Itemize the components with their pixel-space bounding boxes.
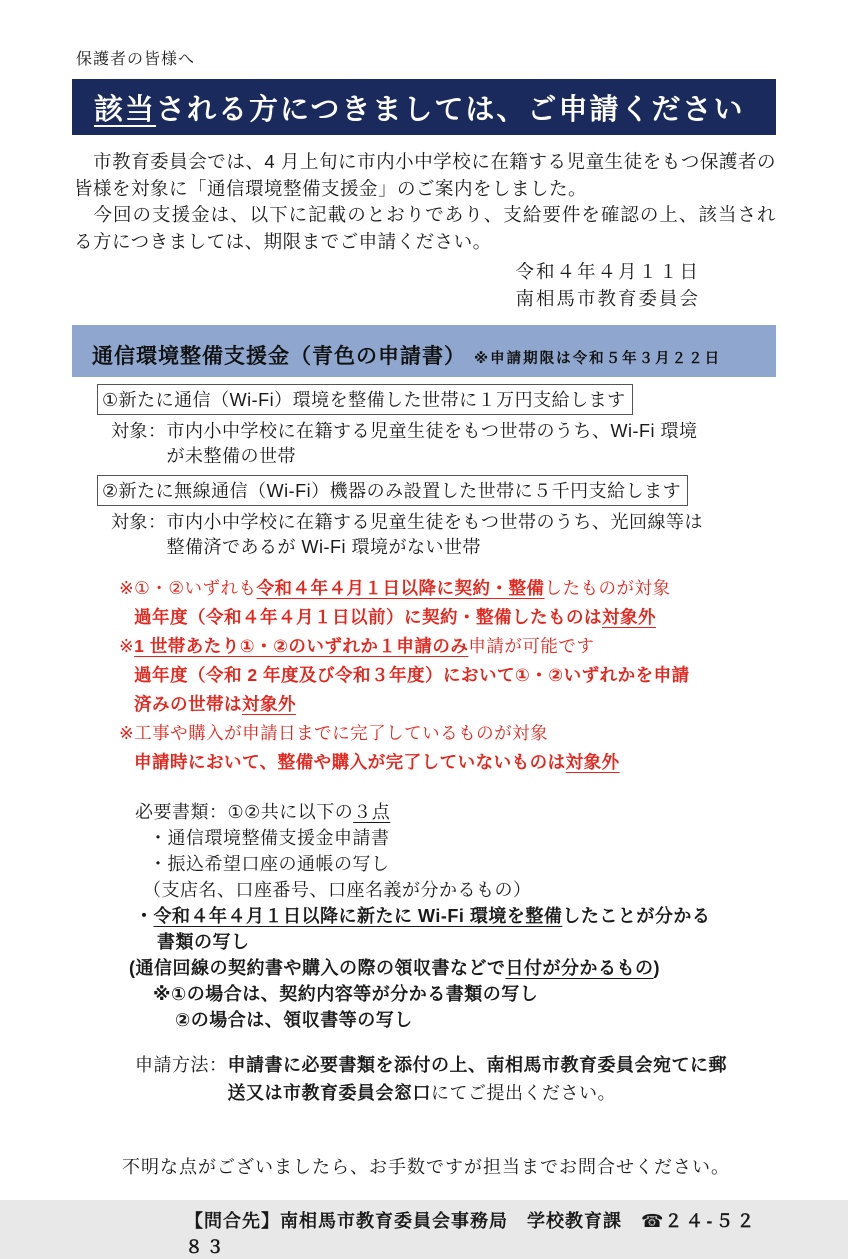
target-text <box>167 510 704 560</box>
contact-organization: 南相馬市教育委員会事務局 学校教育課 <box>280 1211 641 1231</box>
document-case-1: ※①の場合は、契約内容等が分かる書類の写し <box>153 984 539 1004</box>
note-underlined: 1 世帯あたり①・②のいずれか１申請のみ <box>134 636 469 656</box>
red-note-3 <box>119 632 776 661</box>
salutation: 保護者の皆様へ <box>76 51 196 68</box>
bullet-dot: ・ <box>135 906 154 926</box>
red-note-1 <box>119 574 776 603</box>
documents-heading <box>135 799 776 825</box>
section-title: 通信環境整備支援金（青色の申請書） <box>92 345 466 368</box>
section-deadline-note: ※申請期限は令和５年３月２２日 <box>474 351 722 367</box>
title-banner <box>72 79 776 135</box>
title-mid: される方につきましては、ご <box>156 93 559 126</box>
document-bullet-3 <box>135 903 776 929</box>
documents-label: 必要書類： <box>135 802 228 822</box>
target-line-1: 市内小中学校に在籍する児童生徒をもつ世帯のうち、Wi-Fi 環境 <box>166 421 698 441</box>
target-label: 対象： <box>111 512 167 532</box>
contact-label: 【問合先】 <box>185 1211 280 1231</box>
subsidy-item-2-target <box>111 510 776 560</box>
application-method-label: 申請方法： <box>135 1055 228 1075</box>
red-note-2 <box>134 603 776 632</box>
target-line-2: が未整備の世帯 <box>166 446 296 466</box>
note-text: したものが対象 <box>544 578 671 598</box>
date-block <box>72 258 776 312</box>
document-bullet-3-underlined: 令和４年４月１日以降に新たに Wi-Fi 環境を整備 <box>153 906 563 926</box>
inquiry-note: 不明な点がございましたら、お手数ですが担当までお問合せください。 <box>122 1157 730 1177</box>
red-notes <box>119 574 776 777</box>
subsidy-item-2-box: ②新たに無線通信（Wi-Fi）機器のみ設置した世帯に５千円支給します <box>97 475 688 506</box>
intro-paragraph-1: 市教育委員会では、4 月上旬に市内小中学校に在籍する児童生徒をもつ保護者の皆様を対象に「通信環境整備支援金」のご案内をしました。 <box>74 151 776 199</box>
documents-count-underlined: ３点 <box>353 802 391 822</box>
document-bullet-2-note: （支店名、口座番号、口座名義が分かるもの） <box>143 880 532 900</box>
document-case-2: ②の場合は、領収書等の写し <box>175 1010 413 1030</box>
section-content <box>97 384 776 1107</box>
title-strong: 申請ください <box>558 93 745 126</box>
issuer: 南相馬市教育委員会 <box>515 288 700 309</box>
note-underlined: 対象外 <box>602 607 656 627</box>
subsidy-item-1-target <box>111 419 776 469</box>
application-line-2-rest: にてご提出ください。 <box>431 1083 616 1103</box>
application-method <box>135 1051 776 1107</box>
intro-paragraph-2: 今回の支援金は、以下に記載のとおりであり、支給要件を確認の上、該当される方につきましては、期限までご申請ください。 <box>74 204 776 252</box>
note-text: 済みの世帯は <box>134 694 242 714</box>
target-label: 対象： <box>111 421 167 441</box>
target-line-1: 市内小中学校に在籍する児童生徒をもつ世帯のうち、光回線等は <box>166 512 703 532</box>
document-bullet-3-note <box>129 955 776 981</box>
document-bullet-3-line2: 書類の写し <box>157 932 250 952</box>
subsidy-item-1-box: ①新たに通信（Wi-Fi）環境を整備した世帯に１万円支給します <box>97 384 633 415</box>
note-text: 申請が可能です <box>468 636 595 656</box>
target-line-2: 整備済であるが Wi-Fi 環境がない世帯 <box>166 537 481 557</box>
note-underlined: 対象外 <box>565 752 620 772</box>
application-line-2-bold: 送又は市教育委員会窓口 <box>227 1083 431 1103</box>
note-pre: (通信回線の契約書や購入の際の領収書などで <box>129 958 506 978</box>
issue-date: 令和４年４月１１日 <box>515 261 700 282</box>
application-line-2 <box>228 1079 728 1107</box>
phone-icon: ☎ <box>641 1211 665 1231</box>
title-underlined-word: 該当 <box>94 93 157 126</box>
note-text: ※①・②いずれも <box>119 578 257 598</box>
application-line-1: 申請書に必要書類を添付の上、南相馬市教育委員会宛てに郵 <box>227 1055 727 1075</box>
note-underlined: 対象外 <box>242 694 296 714</box>
note-underlined: 令和４年４月１日以降に契約・整備 <box>256 578 545 598</box>
note-underlined: 日付が分かるもの <box>505 958 654 978</box>
target-text <box>167 419 698 469</box>
intro-paragraphs <box>74 149 776 255</box>
red-note-6 <box>119 719 776 748</box>
document-bullet-3-rest: したことが分かる <box>562 906 711 926</box>
red-note-5 <box>134 690 776 719</box>
note-text: 過年度（令和 2 年度及び令和３年度）において①・②いずれかを申請 <box>134 665 690 685</box>
note-text: 申請時において、整備や購入が完了していないものは <box>134 752 566 772</box>
phone-number: ２４‐５２８３ <box>185 1211 758 1257</box>
note-text: ※工事や購入が申請日までに完了しているものが対象 <box>119 723 549 743</box>
documents-head: ①②共に以下の <box>227 802 354 822</box>
document-bullet-1: ・通信環境整備支援金申請書 <box>149 828 390 848</box>
required-documents <box>129 799 776 1033</box>
red-note-4 <box>134 661 776 690</box>
contact-line <box>185 1207 776 1259</box>
document-bullet-2: ・振込希望口座の通帳の写し <box>149 854 390 874</box>
red-note-7 <box>134 748 776 777</box>
note-post: ) <box>653 958 660 978</box>
note-text: 過年度（令和４年４月１日以前）に契約・整備したものは <box>134 607 602 627</box>
section-banner <box>72 325 776 377</box>
note-text: ※ <box>119 636 135 656</box>
application-method-text <box>228 1051 728 1107</box>
